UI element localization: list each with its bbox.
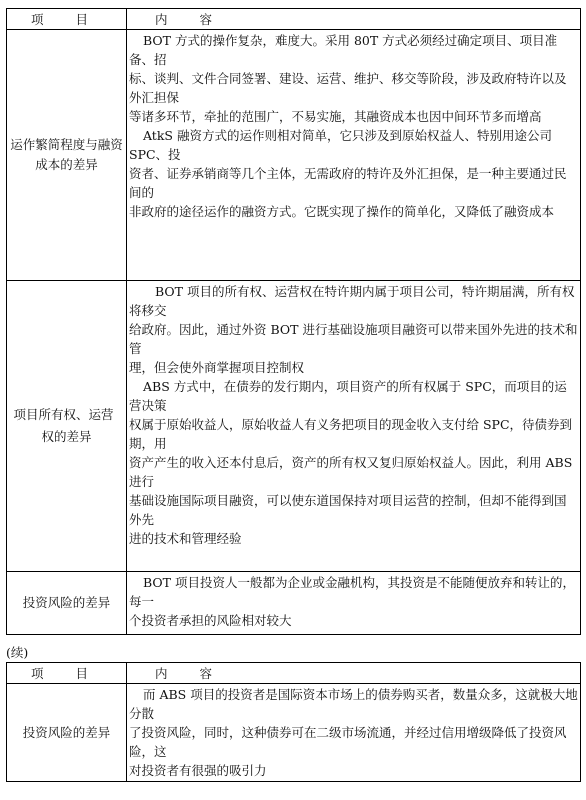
content-line: 权属于原始收益人，原始收益人有义务把项目的现金收入支付给 SPC，待债券到期，用 xyxy=(129,417,573,451)
header-item: 项 目 xyxy=(7,9,127,30)
table-header-row xyxy=(7,9,581,30)
comparison-table xyxy=(6,8,581,635)
row-content-risk xyxy=(127,684,581,782)
content-line: 对投资者有很强的吸引力 xyxy=(129,763,267,778)
row-label-risk: 投资风险的差异 xyxy=(7,572,127,635)
content-line: 资产产生的收入还本付息后，资产的所有权又复归原始权益人。因此，利用 ABS 进行 xyxy=(129,455,573,489)
row-content-ownership xyxy=(127,281,581,572)
content-line: 个投资者承担的风险相对较大 xyxy=(129,613,292,628)
content-line: 而 ABS 项目的投资者是国际资本市场上的债券购买者，数量众多，这就极大地分散 xyxy=(129,687,578,721)
content-line: 标、谈判、文件合同签署、建设、运营、维护、移交等阶段，涉及政府特许以及外汇担保 xyxy=(129,71,567,105)
content-line: 资者、证券承销商等几个主体，无需政府的特许及外汇担保，是一种主要通过民间的 xyxy=(129,166,567,200)
label-line: 项目所有权、运营 xyxy=(13,407,114,422)
content-line: BOT 方式的操作复杂，难度大。采用 80T 方式必须经过确定项目、项目准备、招 xyxy=(129,33,558,67)
content-line: 进的技术和管理经验 xyxy=(129,531,242,546)
table-row xyxy=(7,281,581,572)
row-label-ownership xyxy=(7,281,127,572)
table-row xyxy=(7,684,581,782)
content-line: BOT 项目投资人一般都为企业或金融机构，其投资是不能随便放弃和转让的，每一 xyxy=(129,575,575,609)
header-item: 项 目 xyxy=(7,663,127,684)
content-line: BOT 项目的所有权、运营权在特许期内属于项目公司，特许期届满，所有权将移交 xyxy=(129,284,575,318)
content-line: 非政府的途径运作的融资方式。它既实现了操作的简单化，又降低了融资成本 xyxy=(129,204,555,219)
label-line: 权的差异 xyxy=(41,429,92,444)
table-header-row xyxy=(7,663,581,684)
content-line: 给政府。因此，通过外资 BOT 进行基础设施项目融资可以带来国外先进的技术和管 xyxy=(129,322,578,356)
row-content-cost xyxy=(127,30,581,281)
content-line: AtkS 融资方式的运作则相对简单，它只涉及到原始权益人、特别用途公司 SPC、投 xyxy=(129,128,552,162)
content-line: 等诸多环节，牵扯的范围广，不易实施，其融资成本也因中间环节多而增高 xyxy=(129,109,542,124)
row-label-risk: 投资风险的差异 xyxy=(7,684,127,782)
content-line: 基础设施国际项目融资，可以使东道国保持对项目运营的控制，但却不能得到国外先 xyxy=(129,493,567,527)
header-content: 内 容 xyxy=(127,9,581,30)
table-row xyxy=(7,572,581,635)
row-content-risk xyxy=(127,572,581,635)
table-row xyxy=(7,30,581,281)
content-line: 了投资风险，同时，这种债券可在二级市场流通，并经过信用增级降低了投资风险，这 xyxy=(129,725,567,759)
row-label-cost: 运作繁简程度与融资成本的差异 xyxy=(7,30,127,281)
content-line: 理，但会使外商掌握项目控制权 xyxy=(129,360,305,375)
header-content: 内 容 xyxy=(127,663,581,684)
content-line: ABS 方式中，在债券的发行期内，项目资产的所有权属于 SPC，而项目的运营决策 xyxy=(129,379,567,413)
continued-label: (续) xyxy=(6,645,29,660)
comparison-table-continued xyxy=(6,662,581,782)
